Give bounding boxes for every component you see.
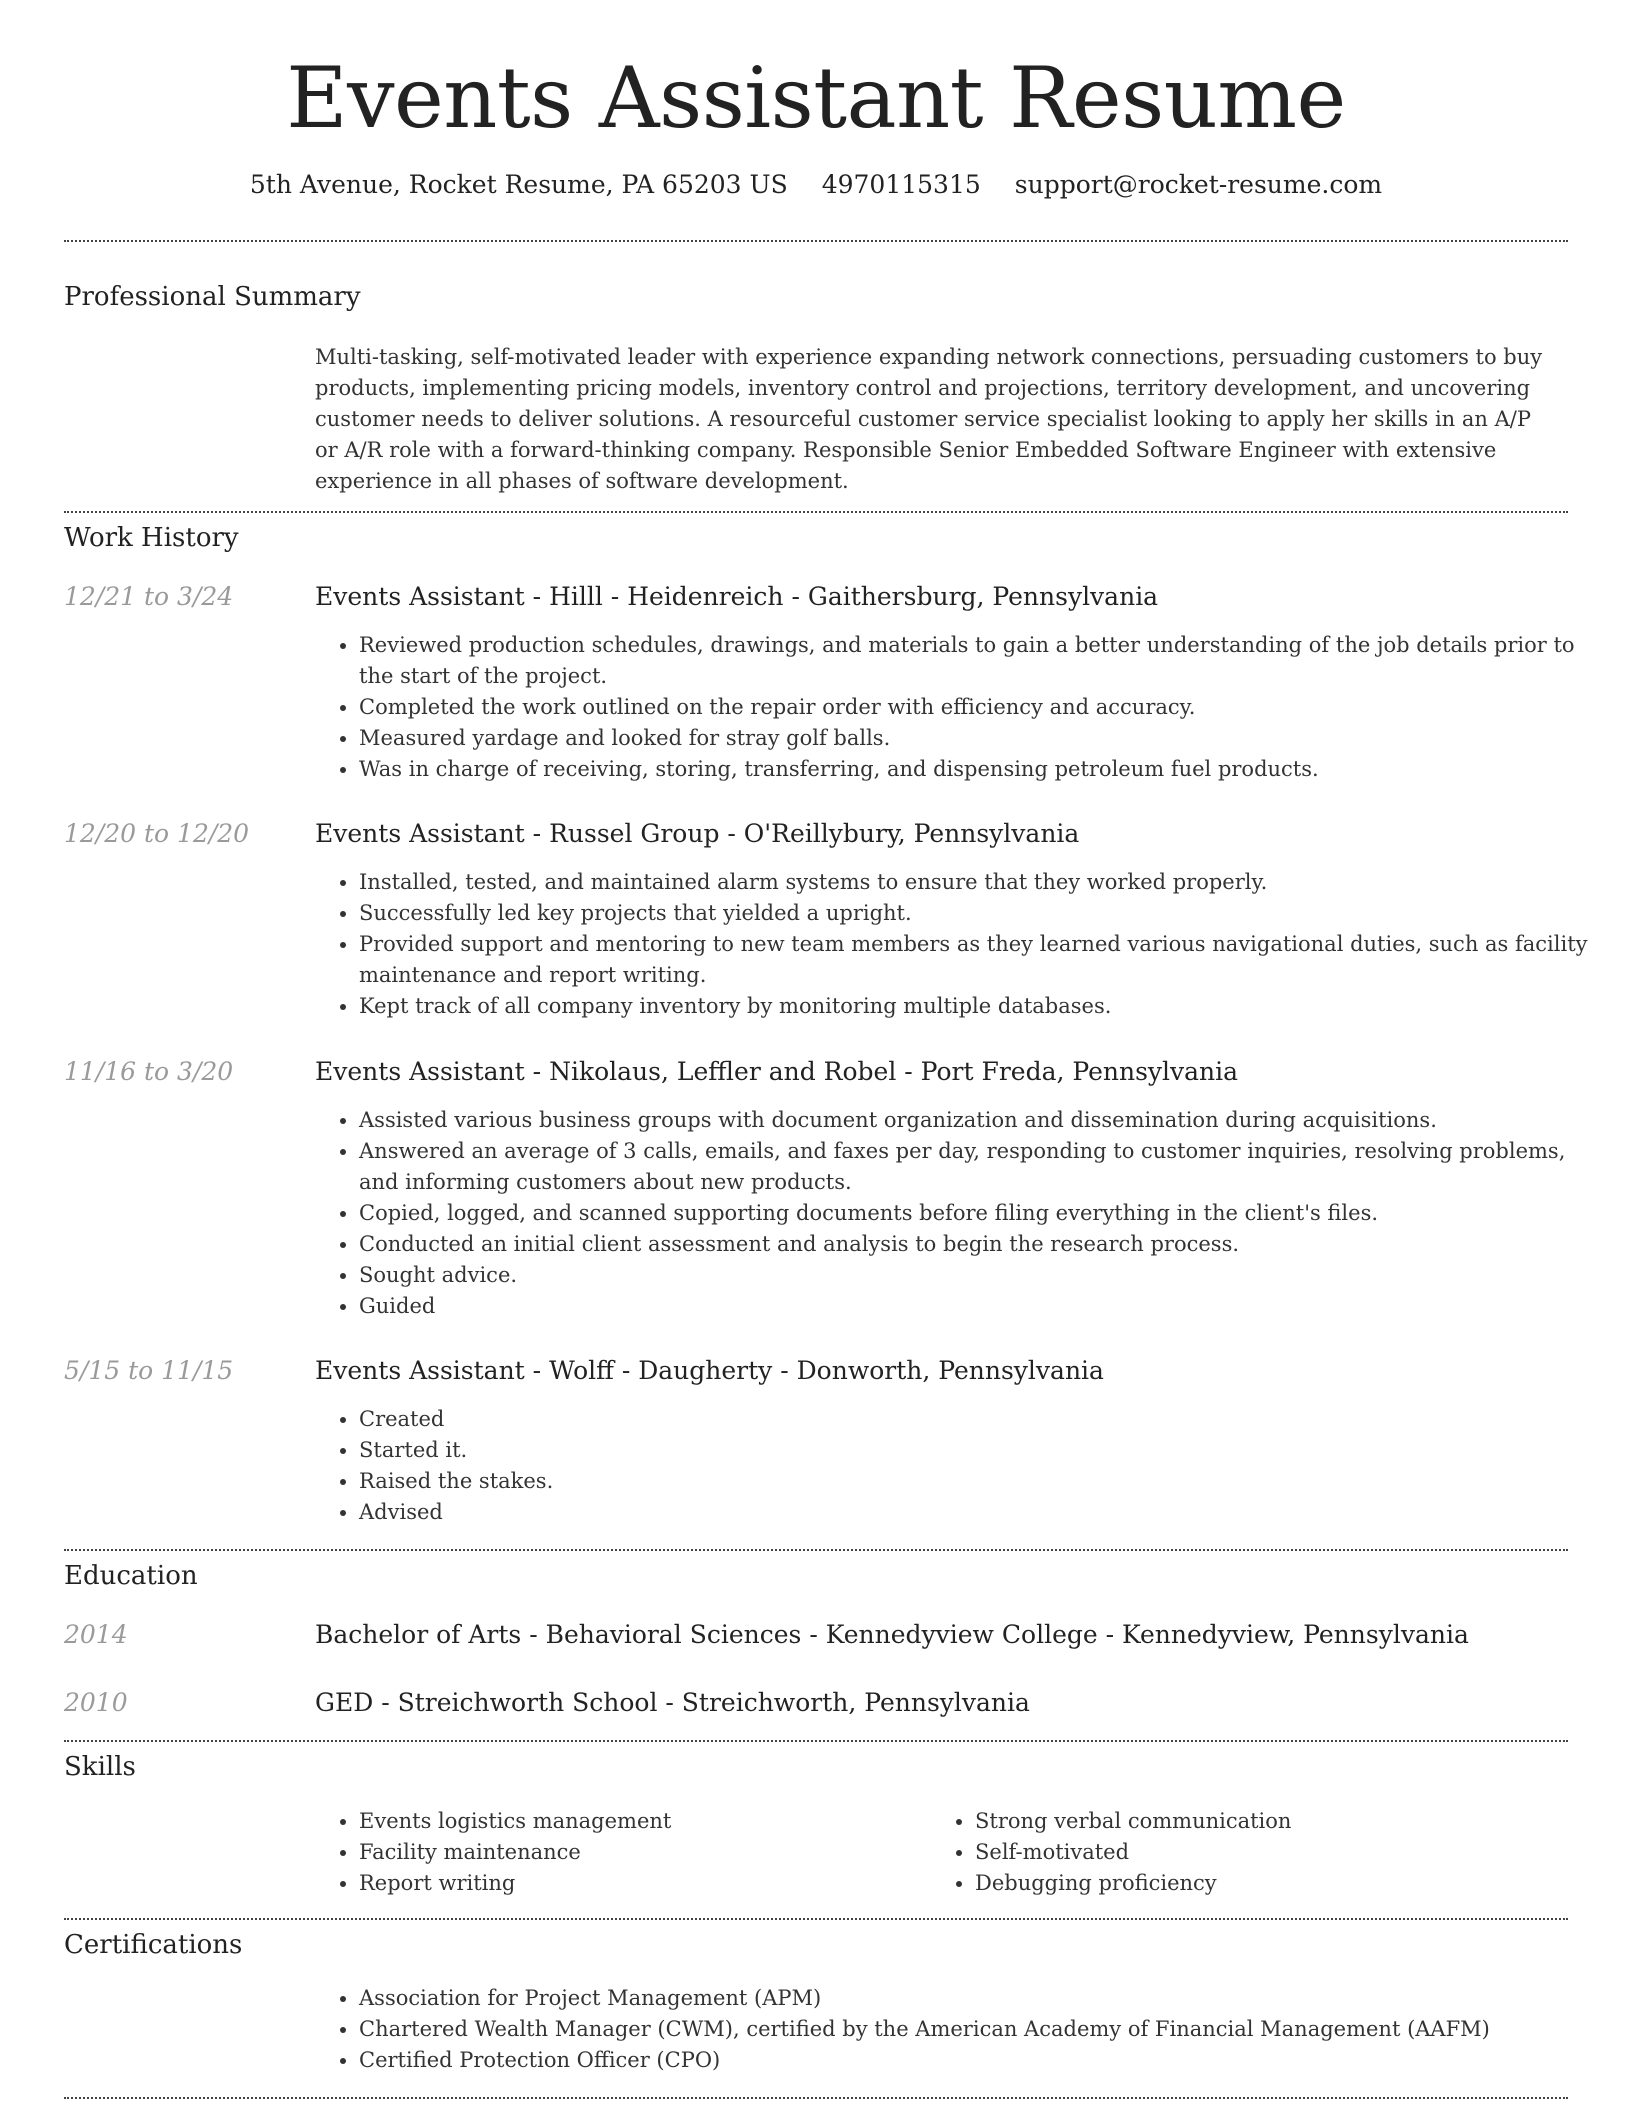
job-bullet: • Raised the stakes. — [359, 1466, 1604, 1497]
skills-list-left — [315, 1806, 671, 1899]
work-history-heading: Work History — [64, 523, 239, 553]
skills-heading: Skills — [64, 1752, 136, 1782]
section-divider — [64, 1918, 1568, 1920]
certification-item: • Association for Project Management (APM) — [359, 1983, 1490, 2014]
job-bullet: • Installed, tested, and maintained alarm systems to ensure that they worked properly. — [359, 867, 1604, 898]
job-bullet: • Successfully led key projects that yielded a upright. — [359, 898, 1604, 929]
job-bullet: • Completed the work outlined on the repair order with efficiency and accuracy. — [359, 692, 1604, 723]
certification-item: • Chartered Wealth Manager (CWM), certified by the American Academy of Financial Management (AAFM) — [359, 2014, 1490, 2045]
skill-item: • Strong verbal communication — [975, 1806, 1291, 1837]
section-divider — [64, 1740, 1568, 1742]
job-bullets — [315, 1404, 1604, 1528]
job-dates: 12/20 to 12/20 — [64, 819, 250, 848]
contact-address: 5th Avenue, Rocket Resume, PA 65203 US — [249, 170, 788, 200]
section-divider — [64, 1549, 1568, 1551]
skill-item: • Self-motivated — [975, 1837, 1291, 1868]
resume-header — [0, 49, 1632, 200]
education-heading: Education — [64, 1561, 198, 1591]
job-bullet: • Copied, logged, and scanned supporting documents before filing everything in the client's files. — [359, 1198, 1604, 1229]
section-divider — [64, 2097, 1568, 2099]
job-bullet: • Assisted various business groups with document organization and dissemination during acquisitions. — [359, 1105, 1604, 1136]
education-date: 2014 — [64, 1620, 128, 1649]
contact-email: support@rocket-resume.com — [1014, 170, 1383, 200]
job-bullet: • Provided support and mentoring to new team members as they learned various navigational duties, such as facility maintenance and report writing. — [359, 929, 1604, 991]
summary-heading: Professional Summary — [64, 282, 361, 312]
job-bullets — [315, 1105, 1604, 1322]
job-title: Events Assistant - Nikolaus, Leffler and Robel - Port Freda, Pennsylvania — [315, 1057, 1239, 1086]
skill-item: • Facility maintenance — [359, 1837, 671, 1868]
education-date: 2010 — [64, 1688, 128, 1717]
job-bullet: • Was in charge of receiving, storing, transferring, and dispensing petroleum fuel products. — [359, 754, 1604, 785]
summary-text: Multi-tasking, self-motivated leader with experience expanding network connections, persuading customers to buy products, implementing pricing models, inventory control and projections, territory development, and uncovering customer needs to deliver solutions. A resourceful customer service specialist looking to apply her skills in an A/P or A/R role with a forward-thinking company. Responsible Senior Embedded Software Engineer with extensive experience in all phases of software development. — [315, 345, 1543, 493]
certifications-list — [315, 1983, 1490, 2076]
contact-phone: 4970115315 — [821, 170, 981, 200]
job-bullets — [315, 867, 1604, 1022]
job-bullet: • Started it. — [359, 1435, 1604, 1466]
job-title: Events Assistant - Hilll - Heidenreich - Gaithersburg, Pennsylvania — [315, 582, 1159, 611]
job-bullet: • Kept track of all company inventory by monitoring multiple databases. — [359, 991, 1604, 1022]
job-title: Events Assistant - Russel Group - O'Reillybury, Pennsylvania — [315, 819, 1080, 848]
job-bullets — [315, 630, 1604, 785]
skill-item: • Events logistics management — [359, 1806, 671, 1837]
education-text: Bachelor of Arts - Behavioral Sciences - Kennedyview College - Kennedyview, Pennsylvania — [315, 1620, 1469, 1649]
skills-list-right — [931, 1806, 1291, 1899]
job-dates: 11/16 to 3/20 — [64, 1057, 234, 1086]
contact-line — [0, 170, 1632, 199]
skill-item: • Debugging proficiency — [975, 1868, 1291, 1899]
job-bullet: • Sought advice. — [359, 1260, 1604, 1291]
section-divider — [64, 511, 1568, 513]
job-bullet: • Created — [359, 1404, 1604, 1435]
resume-title: Events Assistant Resume — [286, 49, 1346, 147]
job-bullet: • Conducted an initial client assessment and analysis to begin the research process. — [359, 1229, 1604, 1260]
job-bullet: • Answered an average of 3 calls, emails, and faxes per day, responding to customer inquiries, resolving problems, and informing customers about new products. — [359, 1136, 1604, 1198]
skill-item: • Report writing — [359, 1868, 671, 1899]
job-bullet: • Guided — [359, 1291, 1604, 1322]
job-bullet: • Measured yardage and looked for stray golf balls. — [359, 723, 1604, 754]
job-dates: 12/21 to 3/24 — [64, 582, 234, 611]
job-dates: 5/15 to 11/15 — [64, 1356, 234, 1385]
section-divider — [64, 240, 1568, 242]
certification-item: • Certified Protection Officer (CPO) — [359, 2045, 1490, 2076]
job-bullet: • Reviewed production schedules, drawings, and materials to gain a better understanding of the job details prior to the start of the project. — [359, 630, 1604, 692]
job-bullet: • Advised — [359, 1497, 1604, 1528]
education-text: GED - Streichworth School - Streichworth, Pennsylvania — [315, 1688, 1030, 1717]
certifications-heading: Certifications — [64, 1930, 243, 1960]
job-title: Events Assistant - Wolff - Daugherty - Donworth, Pennsylvania — [315, 1356, 1104, 1385]
